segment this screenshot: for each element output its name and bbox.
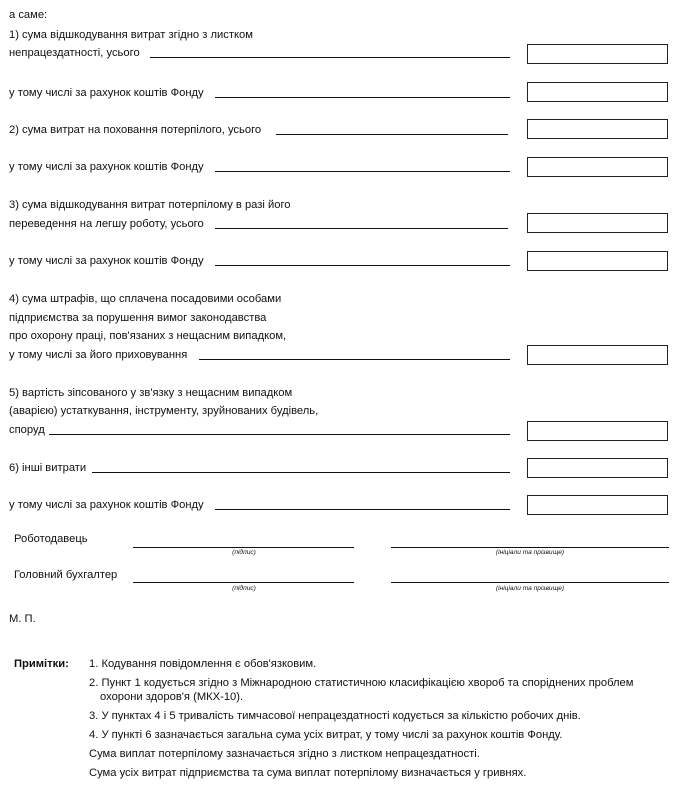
accountant-name-caption: (ініціали та прізвище): [495, 585, 565, 592]
item-1-fund-label: у тому числі за рахунок коштів Фонду: [9, 87, 204, 99]
item-1-amount-field[interactable]: [527, 44, 668, 64]
item-4-line4: у тому числі за його приховування: [9, 349, 188, 361]
employer-name-line[interactable]: [391, 547, 669, 548]
item-2-underline: [276, 134, 508, 135]
employer-label: Роботодавець: [14, 533, 88, 545]
item-2-line1: 2) сума витрат на поховання потерпілого, усього: [9, 124, 262, 136]
item-3-fund-field[interactable]: [527, 251, 668, 271]
note-4: 4. У пункті 6 зазначається загальна сума усіх витрат, у тому числі за рахунок коштів Фонду.: [89, 729, 563, 741]
item-6-line1: 6) інші витрати: [9, 462, 87, 474]
item-3-underline: [215, 228, 508, 229]
note-1: 1. Кодування повідомлення є обов'язковим.: [89, 658, 317, 670]
item-1-underline: [150, 57, 510, 58]
item-6-amount-field[interactable]: [527, 458, 668, 478]
item-3-fund-underline: [215, 265, 510, 266]
item-5-underline: [49, 434, 510, 435]
item-4-line2: підприємства за порушення вимог законодавства: [9, 312, 267, 324]
accountant-sign-caption: (підпис): [232, 585, 256, 592]
item-3-amount-field[interactable]: [527, 213, 668, 233]
employer-sign-caption: (підпис): [232, 549, 256, 556]
item-6-underline: [92, 472, 510, 473]
item-1-fund-field[interactable]: [527, 82, 668, 102]
item-5-amount-field[interactable]: [527, 421, 668, 441]
item-3-line2: переведення на легшу роботу, усього: [9, 218, 204, 230]
accountant-label: Головний бухгалтер: [14, 569, 118, 581]
intro-text: а саме:: [9, 9, 48, 21]
item-3-fund-label: у тому числі за рахунок коштів Фонду: [9, 255, 204, 267]
item-2-fund-field[interactable]: [527, 157, 668, 177]
item-4-amount-field[interactable]: [527, 345, 668, 365]
accountant-signature-line[interactable]: [133, 582, 354, 583]
employer-signature-line[interactable]: [133, 547, 354, 548]
notes-label: Примітки:: [14, 658, 69, 670]
item-1-line1: 1) сума відшкодування витрат згідно з листком: [9, 29, 253, 41]
note-2a: 2. Пункт 1 кодується згідно з Міжнародною статистичною класифікацією хвороб та споріднених проблем: [89, 677, 634, 689]
item-4-underline: [199, 359, 510, 360]
item-6-fund-field[interactable]: [527, 495, 668, 515]
note-5: Сума виплат потерпілому зазначається згідно з листком непрацездатності.: [89, 748, 480, 760]
item-4-line3: про охорону праці, пов'язаних з нещасним випадком,: [9, 330, 287, 342]
item-3-line1: 3) сума відшкодування витрат потерпілому в разі його: [9, 199, 291, 211]
accountant-name-line[interactable]: [391, 582, 669, 583]
note-2b: охорони здоров'я (МКХ-10).: [100, 691, 244, 703]
item-5-line2: (аварією) устаткування, інструменту, зруйнованих будівель,: [9, 405, 319, 417]
item-6-fund-label: у тому числі за рахунок коштів Фонду: [9, 499, 204, 511]
item-5-line1: 5) вартість зіпсованого у зв'язку з нещасним випадком: [9, 387, 293, 399]
item-1-fund-underline: [215, 97, 510, 98]
item-6-fund-underline: [215, 509, 510, 510]
note-3: 3. У пунктах 4 і 5 тривалість тимчасової непрацездатності кодується за кількістю робочих днів.: [89, 710, 581, 722]
item-4-line1: 4) сума штрафів, що сплачена посадовими особами: [9, 293, 282, 305]
item-2-fund-label: у тому числі за рахунок коштів Фонду: [9, 161, 204, 173]
item-2-fund-underline: [215, 171, 510, 172]
note-6: Сума усіх витрат підприємства та сума виплат потерпілому визначається у гривнях.: [89, 767, 527, 779]
item-5-line3: споруд: [9, 424, 45, 436]
item-2-amount-field[interactable]: [527, 119, 668, 139]
employer-name-caption: (ініціали та прізвище): [495, 549, 565, 556]
stamp-place: М. П.: [9, 613, 36, 625]
item-1-line2: непрацездатності, усього: [9, 47, 140, 59]
